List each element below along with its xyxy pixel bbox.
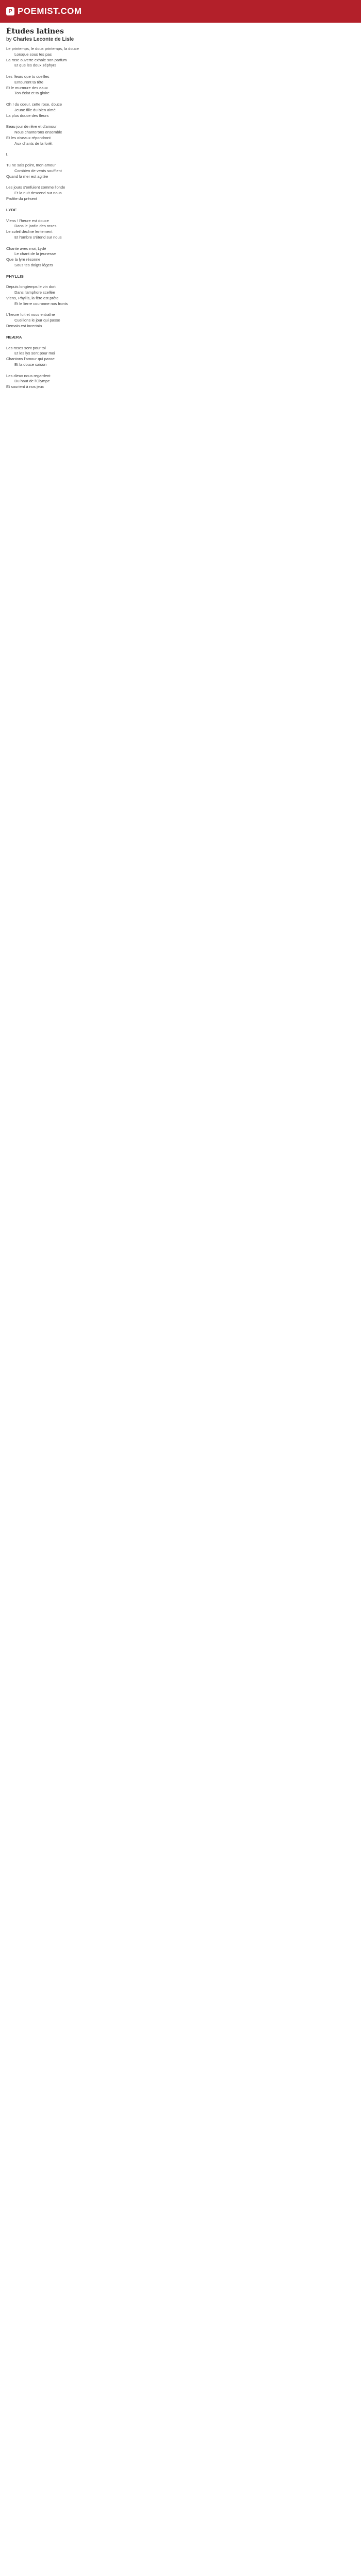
stanza bbox=[6, 74, 355, 96]
poem-line: Les fleurs que tu cueilles bbox=[6, 74, 50, 79]
poem-line: La plus douce des fleurs bbox=[6, 113, 49, 118]
poem-line: Entourent ta tête bbox=[14, 79, 44, 84]
top-bar bbox=[0, 0, 361, 23]
poem-line: Tu ne sais point, mon amour bbox=[6, 163, 56, 168]
poem-line: Les dieux nous regardent bbox=[6, 373, 51, 378]
stanza bbox=[6, 346, 355, 368]
author-name: Charles Leconte de Lisle bbox=[13, 37, 74, 42]
poem-section bbox=[6, 335, 355, 390]
logo-text: POEMIST.COM bbox=[18, 6, 82, 16]
poem-line: Lorsque sous tes pas bbox=[14, 52, 52, 57]
stanza bbox=[6, 163, 355, 179]
poem-line: Oh ! du coeur, cette rose, douce bbox=[6, 101, 62, 107]
poem-line: Viens, Phyllis, la fête est prête bbox=[6, 296, 59, 301]
stanza bbox=[6, 124, 355, 146]
poem-section-title: I. bbox=[6, 152, 9, 157]
poem-line: Le chant de la jeunesse bbox=[14, 251, 56, 257]
poem-line: Et l'ombre s'étend sur nous bbox=[14, 234, 62, 240]
poem-line: Et la nuit descend sur nous bbox=[14, 191, 62, 196]
poem-line: Jeune fille du bien aimé bbox=[14, 107, 56, 112]
poem-section bbox=[6, 46, 355, 146]
stanza bbox=[6, 246, 355, 268]
poem-line: Et les oiseaux répondront bbox=[6, 135, 51, 140]
poem-line: Demain est incertain bbox=[6, 324, 42, 329]
poem-line: Depuis longtemps le vin dort bbox=[6, 284, 56, 290]
poem-line: Chante avec moi, Lydé bbox=[6, 246, 46, 251]
poem-line: Ton éclat et ta gloire bbox=[14, 91, 50, 96]
poemist-logo-icon: P bbox=[6, 7, 14, 15]
poem-line: Et les lys sont pour moi bbox=[14, 351, 55, 356]
poem-line: Profite du présent bbox=[6, 196, 37, 201]
poem-line: Et le lierre couronne nos fronts bbox=[14, 301, 68, 306]
author-line bbox=[6, 37, 355, 42]
poem-line: Sous tes doigts légers bbox=[14, 262, 53, 267]
poem-section-title: LYDE bbox=[6, 207, 17, 212]
stanza bbox=[6, 312, 355, 329]
stanza bbox=[6, 218, 355, 241]
poem-line: Beau jour de rêve et d'amour bbox=[6, 124, 57, 129]
poem-section bbox=[6, 208, 355, 268]
poem-line: Du haut de l'Olympe bbox=[14, 379, 50, 384]
poem-section-title: PHYLLIS bbox=[6, 274, 24, 279]
poem-line: Dans l'amphore scellée bbox=[14, 290, 55, 295]
poem-line: L'heure fuit et nous entraîne bbox=[6, 312, 55, 317]
poem-line: Et sourient à nos jeux bbox=[6, 384, 44, 389]
poem-line: La rose ouverte exhale son parfum bbox=[6, 57, 67, 62]
stanza bbox=[6, 374, 355, 390]
stanza bbox=[6, 185, 355, 201]
poem-content bbox=[6, 46, 355, 396]
poem-section bbox=[6, 274, 355, 329]
poem-line: Aux chants de la forêt bbox=[14, 141, 53, 146]
stanza bbox=[6, 46, 355, 69]
page-title: Études latines bbox=[6, 27, 64, 36]
poem-line: Le printemps, le doux printemps, la douce bbox=[6, 46, 79, 51]
poem-line: Le soleil décline lentement bbox=[6, 229, 53, 234]
site-logo[interactable] bbox=[6, 6, 82, 16]
stanza bbox=[6, 284, 355, 307]
poem-line: Et que les doux zéphyrs bbox=[14, 63, 57, 68]
poem-line: Dans le jardin des roses bbox=[14, 224, 57, 229]
poem-line: Chantons l'amour qui passe bbox=[6, 357, 55, 362]
poem-line: Et le murmure des eaux bbox=[6, 85, 48, 90]
poem-line: Que la lyre résonne bbox=[6, 257, 41, 262]
poem-line: Les roses sont pour toi bbox=[6, 345, 46, 350]
poem-line: Nous chanterons ensemble bbox=[14, 129, 62, 134]
poem-header bbox=[6, 27, 355, 42]
poem-line: Cueillons le jour qui passe bbox=[14, 318, 60, 323]
poem-line: Viens ! l'heure est douce bbox=[6, 218, 49, 223]
poem-line: Et la douce saison bbox=[14, 362, 47, 367]
poem-section bbox=[6, 152, 355, 201]
author-prefix: by bbox=[6, 37, 12, 42]
poem-section-title: NEÆRA bbox=[6, 334, 22, 340]
stanza bbox=[6, 102, 355, 118]
poem-line: Les jours s'enfuient comme l'onde bbox=[6, 185, 65, 190]
poem-line: Combien de vents soufflent bbox=[14, 168, 62, 173]
poem-line: Quand la mer est agitée bbox=[6, 174, 48, 179]
